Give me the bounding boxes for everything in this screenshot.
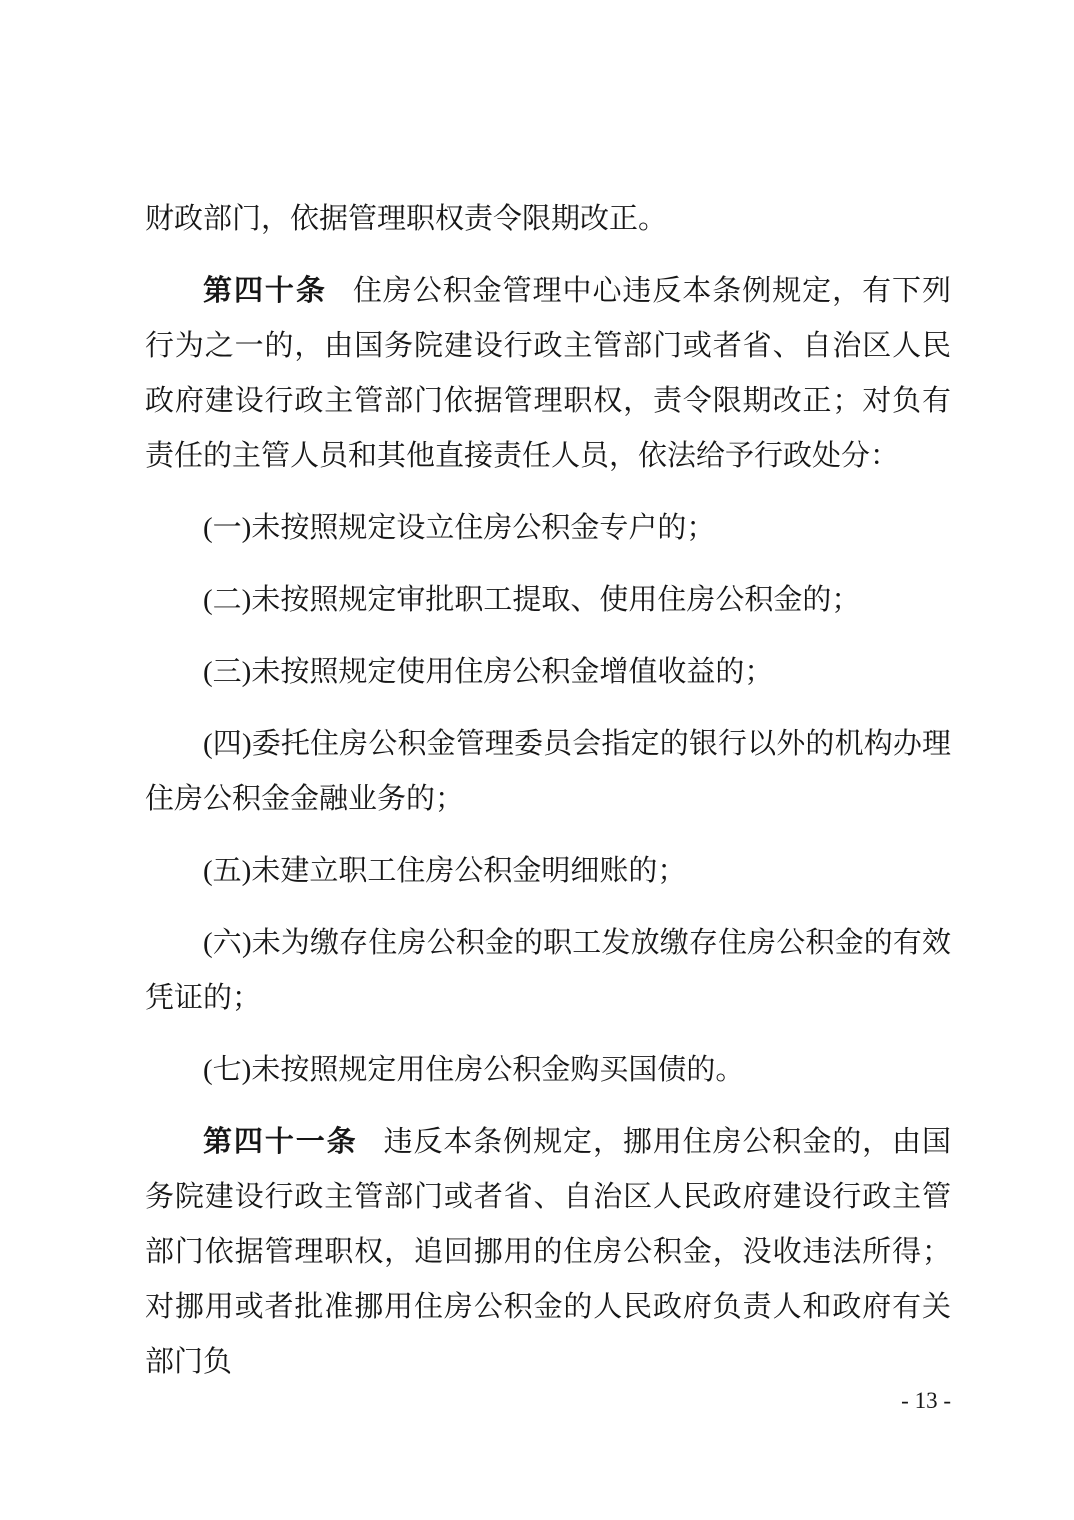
article-number: 第四十一条 xyxy=(203,1126,358,1158)
article-number: 第四十条 xyxy=(203,275,327,307)
paragraph-text: (二)未按照规定审批职工提取、使用住房公积金的； xyxy=(203,584,861,616)
list-item-4 xyxy=(145,717,951,827)
list-item-1 xyxy=(145,501,951,556)
paragraph-article-40 xyxy=(145,264,951,484)
paragraph-text: (七)未按照规定用住房公积金购买国债的。 xyxy=(203,1054,745,1086)
paragraph-text: 违反本条例规定，挪用住房公积金的，由国务院建设行政主管部门或者省、自治区人民政府建设行政主管部门依据管理职权，追回挪用的住房公积金，没收违法所得；对挪用或者批准挪用住房公积金的人民政府负责人和政府有关部门负 xyxy=(145,1126,951,1378)
paragraph-text: (六)未为缴存住房公积金的职工发放缴存住房公积金的有效凭证的； xyxy=(145,927,951,1014)
list-item-5 xyxy=(145,844,951,899)
paragraph-text: 住房公积金管理中心违反本条例规定，有下列行为之一的，由国务院建设行政主管部门或者省、自治区人民政府建设行政主管部门依据管理职权，责令限期改正；对负有责任的主管人员和其他直接责任人员，依法给予行政处分： xyxy=(145,275,951,472)
document-body xyxy=(145,192,951,1407)
paragraph-text: 财政部门，依据管理职权责令限期改正。 xyxy=(145,203,668,235)
list-item-7 xyxy=(145,1043,951,1098)
paragraph-article-41 xyxy=(145,1115,951,1390)
paragraph-text: (三)未按照规定使用住房公积金增值收益的； xyxy=(203,656,774,688)
paragraph-text: (五)未建立职工住房公积金明细账的； xyxy=(203,855,687,887)
list-item-3 xyxy=(145,645,951,700)
paragraph-continuation xyxy=(145,192,951,247)
paragraph-text: (一)未按照规定设立住房公积金专户的； xyxy=(203,512,716,544)
page-footer xyxy=(145,1386,951,1416)
list-item-2 xyxy=(145,573,951,628)
list-item-6 xyxy=(145,916,951,1026)
paragraph-text: (四)委托住房公积金管理委员会指定的银行以外的机构办理住房公积金金融业务的； xyxy=(145,728,951,815)
page-number: - 13 - xyxy=(901,1388,951,1413)
